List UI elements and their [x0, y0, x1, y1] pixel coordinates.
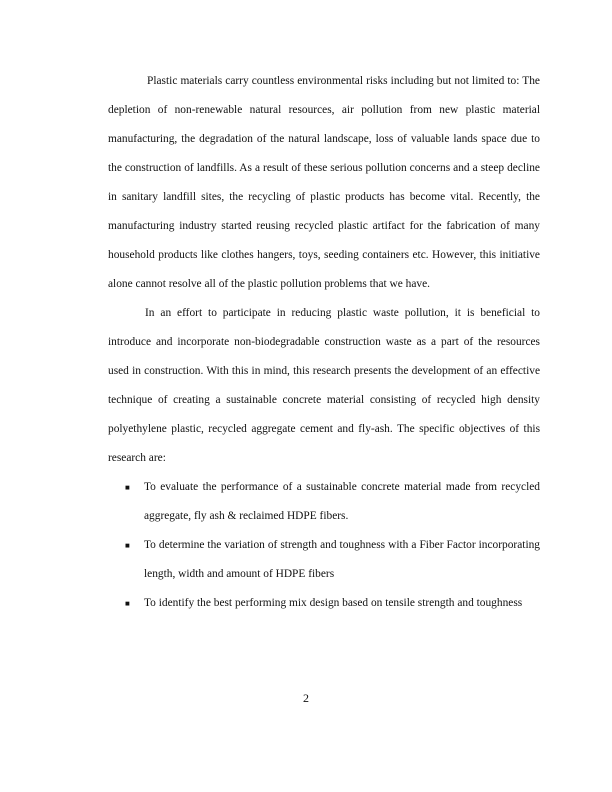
objective-item-2 — [108, 531, 540, 589]
square-bullet-icon: ■ — [125, 541, 130, 550]
objective-text-2: To determine the variation of strength and toughness with a Fiber Factor incorporating length, width and amount of HDPE fibers — [144, 539, 540, 580]
square-bullet-icon: ■ — [125, 599, 130, 608]
objective-item-1 — [108, 473, 540, 531]
page-number: 2 — [303, 691, 309, 705]
objective-text-3: To identify the best performing mix design based on tensile strength and toughness — [144, 597, 523, 609]
objective-text-1: To evaluate the performance of a sustainable concrete material made from recycled aggregate, fly ash & reclaimed HDPE fibers. — [144, 481, 540, 522]
paragraph-2: In an effort to participate in reducing plastic waste pollution, it is beneficial to introduce and incorporate non-biodegradable construction waste as a part of the resources used in construction. With this in mind, this research presents the development of an effective technique of creating a sustainable concrete material consisting of recycled high density polyethylene plastic, recycled aggregate cement and fly-ash. The specific objectives of this research are: — [108, 307, 540, 464]
objectives-list — [108, 473, 540, 618]
body-text — [108, 67, 540, 618]
paragraph-1: Plastic materials carry countless environmental risks including but not limited to: The depletion of non-renewable natural resources, air pollution from new plastic material manufacturing, the degradation of the natural landscape, loss of valuable lands space due to the construction of landfills. As a result of these serious pollution concerns and a steep decline in sanitary landfill sites, the recycling of plastic products has become vital. Recently, the manufacturing industry started reusing recycled plastic artifact for the fabrication of many household products like clothes hangers, toys, seeding containers etc. However, this initiative alone cannot resolve all of the plastic pollution problems that we have. — [108, 75, 540, 290]
objective-item-3 — [108, 589, 540, 618]
square-bullet-icon: ■ — [125, 483, 130, 492]
